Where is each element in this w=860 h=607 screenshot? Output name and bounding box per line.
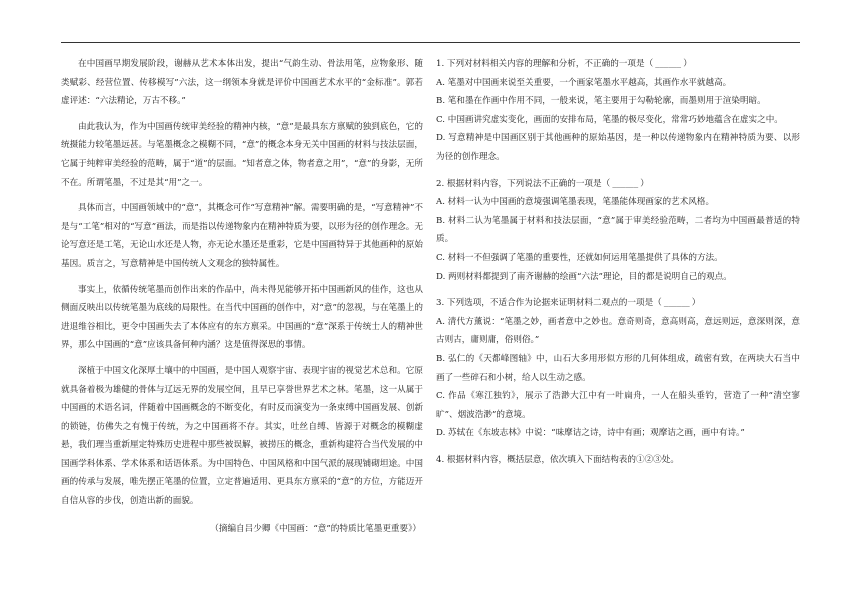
header-rule — [61, 42, 800, 43]
question-stem-text: 2. 根据材料内容，下列说法不正确的一项是（ — [436, 178, 611, 189]
passage-paragraph: 具体而言，中国画领域中的“意”，其概念可作“写意精神”解。需要明确的是，“写意精神”不是与“工笔”相对的“写意”画法，而是指以传递物象内在精神特质为要，以形为径的创作理念。无论写意还是工笔，无论山水还是人物，亦无论水墨还是重彩，它是中国画特异于其他画种的原始基因。质言之，写意精神是中国传统人文观念的独特属性。 — [61, 203, 423, 269]
option-b: B. 笔和墨在作画中作用不同，一般来说，笔主要用于勾勒轮廓，而墨则用于渲染明暗。 — [436, 96, 766, 107]
option-b: B. 弘仁的《天都峰图轴》中，山石大多用形似方形的几何体组成，疏密有致，在两块大石当中画了一些碎石和小树，给人以生动之感。 — [436, 353, 800, 383]
option-d: D. 两则材料都提到了南齐谢赫的绘画“六法”理论，目的都是说明自己的观点。 — [436, 271, 732, 282]
passage-source: （摘编自吕少卿《中国画：“意”的特质比笔墨更重要》） — [210, 523, 421, 534]
option-c: C. 材料一不但强调了笔墨的重要性，还就如何运用笔墨提供了具体的方法。 — [436, 252, 723, 263]
passage-paragraph: 深植于中国文化深厚土壤中的中国画，是中国人观察宇宙、表现宇宙的视觉艺术总和。它原就具备着极为雄健的骨体与辽远无界的发展空间，且早已享誉世界艺术之林。笔墨，这一从属于中国画的术语名词，伴随着中国画概念的不断变化，有时反而演变为一条束缚中国画发展、创新的锁链，仿佛失之有愧于传统，为之中国画将不存。其实，吐丝自缚、皆源于对概念的模糊虚悬，我们理当重新厘定特殊历史进程中那些被误解，被捞压的概念，重新构建符合当代发展的中国画学科体系、学术体系和话语体系。为中国特色、中国风格和中国气派的展现铺砌坦途。中国画的传承与发展，唯先摆正笔墨的位置，立定普遍适用、更具东方禀采的“意”的方位，方能迈开自信从容的步伐，创造出新的面貌。 — [61, 365, 423, 507]
option-a: A. 清代方薰说：“笔墨之妙，画者意中之妙也。意奇则奇，意高则高，意远则远，意深则深，意古则古，庸则庸，俗则俗。” — [436, 316, 800, 346]
question-2 — [436, 175, 800, 287]
question-1 — [436, 55, 800, 167]
option-b: B. 材料二认为笔墨属于材料和技法层面，“意”属于审美经验范畴，二者均为中国画最普适的特质。 — [436, 215, 800, 245]
question-stem — [436, 175, 800, 194]
question-stem-text: 3. 下列选项，不适合作为论据来证明材料二观点的一项是（ — [436, 298, 662, 309]
question-section — [436, 55, 800, 469]
question-stem-end: ） — [691, 298, 701, 309]
option-c: C. 作品《寒江独钓》，展示了浩渺大江中有一叶扁舟，一人在船头垂钓，营造了一种“清空寥旷”、烟波浩渺”的意境。 — [436, 391, 800, 420]
reading-passage — [61, 55, 423, 538]
option-a: A. 材料一认为中国画的意境强调笔墨表现，笔墨能体现画家的艺术风格。 — [436, 197, 715, 208]
answer-blank: ______ — [663, 298, 690, 309]
question-4 — [436, 451, 800, 470]
question-stem-end: ） — [683, 59, 692, 69]
question-3 — [436, 294, 800, 443]
option-c: C. 中国画讲究虚实变化，画面的安排布局，笔墨的极尽变化，常常巧妙地蕴含在虚实之中。 — [436, 114, 783, 125]
question-stem-text: 1. 下列对材料相关内容的理解和分析，不正确的一项是（ — [436, 59, 654, 69]
passage-paragraph: 在中国画早期发展阶段，谢赫从艺术本体出发，提出“气韵生动、骨法用笔，应物象形、随类赋彩、经营位置、传移模写”六法，这一纲领本身就是评价中国画艺术水平的“金标准”。郭若虚评述：“六法精论，万古不移。” — [61, 59, 423, 107]
question-stem: 4. 根据材料内容，概括层意，依次填入下面结构表的①②③处。 — [436, 454, 679, 465]
answer-blank: ______ — [655, 59, 682, 69]
question-stem — [436, 55, 800, 74]
question-stem — [436, 294, 800, 313]
question-stem-end: ） — [640, 178, 649, 189]
passage-paragraph: 事实上，依循传统笔墨而创作出来的作品中，尚未得见能够开拓中国画新风的佳作，这也从侧面反映出以传统笔墨为底线的局限性。在当代中国画的创作中，对“意”的忽视，与在笔墨上的进退维谷相比，更令中国画失去了本体应有的东方禀采。中国画的“意”深系于传统士人的精神世界，那么中国画的“意”应该具备何种内涵？这是值得深思的事情。 — [61, 284, 423, 351]
option-a: A. 笔墨对中国画来说至关重要，一个画家笔墨水平越高，其画作水平就越高。 — [436, 77, 732, 88]
answer-blank: ______ — [612, 178, 639, 189]
option-d: D. 写意精神是中国画区别于其他画种的原始基因，是一种以传递物象内在精神特质为要、以形为径的创作理念。 — [436, 133, 800, 162]
passage-paragraph: 由此我认为，作为中国画传统审美经验的精神内核，“意”是最具东方禀赋的独到底色，它的统摄能力较笔墨远甚。与笔墨概念之模糊不同，“意”的概念本身无关中国画的材料与技法层面，它属于纯粹审美经验的范畴，属于“道”的层面。“知者意之体，物者意之用”，“意”的身影，无所不在。所谓笔墨，不过是其“用”之一。 — [61, 121, 423, 188]
option-d: D. 苏轼在《东坡志林》中说：“味摩诘之诗，诗中有画；观摩诘之画，画中有诗。” — [436, 428, 745, 439]
